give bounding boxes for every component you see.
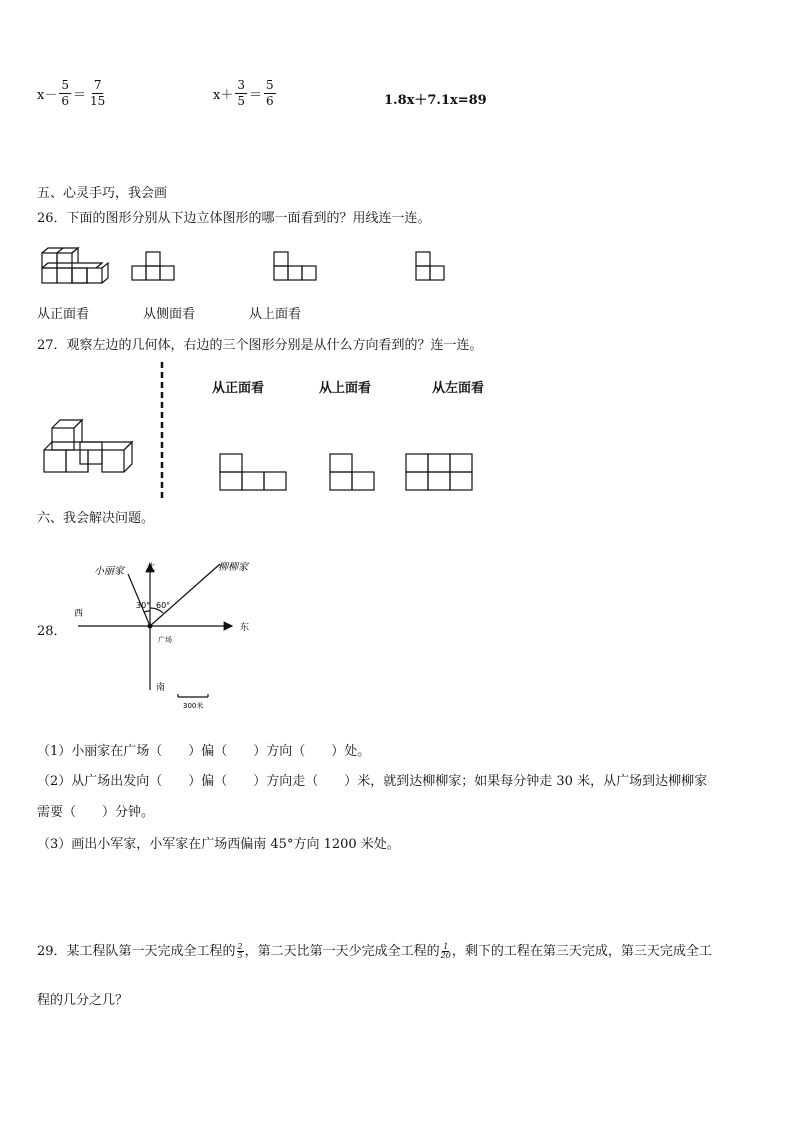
q26-label-top: 从上面看 xyxy=(249,307,302,322)
east-label: 东 xyxy=(240,623,250,633)
q28-direction-map xyxy=(70,550,310,715)
south-label: 南 xyxy=(156,683,166,693)
angle-60-label: 60° xyxy=(156,601,171,610)
q27-header-top: 从上面看 xyxy=(319,381,372,396)
eq1-prefix: x－ xyxy=(37,88,58,103)
q27-view-c xyxy=(406,454,472,490)
xiaoli-home-label: 小丽家 xyxy=(94,566,124,577)
question-29-line2: 程的几分之几？ xyxy=(37,993,129,1008)
liuliu-direction-line xyxy=(150,564,220,626)
equation-2 xyxy=(213,78,278,109)
eq2-equals: ＝ xyxy=(248,88,262,103)
q26-label-side: 从侧面看 xyxy=(143,307,196,322)
q28-sub1: （1）小丽家在广场（ ）偏（ ）方向（ ）处。 xyxy=(37,744,371,759)
section-5-title: 五、心灵手巧，我会画 xyxy=(37,186,168,201)
eq2-prefix: x＋ xyxy=(213,88,234,103)
section-6-title: 六、我会解决问题。 xyxy=(37,511,155,526)
plaza-label: 广场 xyxy=(158,636,172,644)
eq1-fraction-right: $\frac{7}{15}$ xyxy=(90,78,106,108)
q26-view-a xyxy=(132,252,174,280)
q26-view-b xyxy=(274,252,316,280)
eq2-fraction-left: $\frac{3}{5}$ xyxy=(237,78,245,108)
q27-view-b xyxy=(330,454,374,490)
eq1-fraction-left: $\frac{5}{6}$ xyxy=(61,78,69,108)
question-26-text: 26．下面的图形分别从下边立体图形的哪一面看到的？用线连一连。 xyxy=(37,211,431,226)
angle-arc-30 xyxy=(144,611,150,612)
eq2-fraction-right: $\frac{5}{6}$ xyxy=(266,78,274,108)
north-label: 北 xyxy=(146,563,156,573)
question-27-text: 27．观察左边的几何体，右边的三个图形分别是从什么方向看到的？连一连。 xyxy=(37,338,483,353)
equation-3: 1.8x＋7.1x=89 xyxy=(384,93,487,108)
q28-sub3: （3）画出小军家，小军家在广场西偏南 45°方向 1200 米处。 xyxy=(37,837,400,852)
xiaoli-direction-line xyxy=(128,574,150,626)
q29-fraction-2: $\frac{1}{20}$ xyxy=(440,942,451,960)
question-28-number: 28． xyxy=(37,624,67,639)
question-29-line1: 29．某工程队第一天完成全工程的 $\frac{2}{5}$ ，第二天比第一天少完成全工程的 $\frac{1}{20}$ ，剩下的工程在第三天完成，第三天完成全工 xyxy=(37,942,712,960)
q28-sub2-line2: 需要（ ）分钟。 xyxy=(37,805,155,820)
q27-3d-solid xyxy=(44,420,132,472)
q27-header-left: 从左面看 xyxy=(432,381,485,396)
q26-label-front: 从正面看 xyxy=(37,307,90,322)
q28-sub2-line1: （2）从广场出发向（ ）偏（ ）方向走（ ）米，就到达柳柳家；如果每分钟走 30 米，从广场到达柳柳家 xyxy=(37,774,708,789)
angle-30-label: 30° xyxy=(136,601,151,610)
q26-3d-solid xyxy=(42,248,108,283)
q26-view-c xyxy=(416,252,444,280)
eq1-equals: ＝ xyxy=(72,88,86,103)
equation-1 xyxy=(37,78,109,109)
scale-label: 300米 xyxy=(183,702,204,710)
q27-view-a xyxy=(220,454,286,490)
plaza-point xyxy=(148,624,153,629)
liuliu-home-label: 柳柳家 xyxy=(218,562,248,573)
q29-fraction-1: $\frac{2}{5}$ xyxy=(237,942,243,960)
q27-header-front: 从正面看 xyxy=(212,381,265,396)
west-label: 西 xyxy=(74,609,84,619)
q27-figures xyxy=(36,362,486,502)
q26-figures xyxy=(36,238,486,298)
